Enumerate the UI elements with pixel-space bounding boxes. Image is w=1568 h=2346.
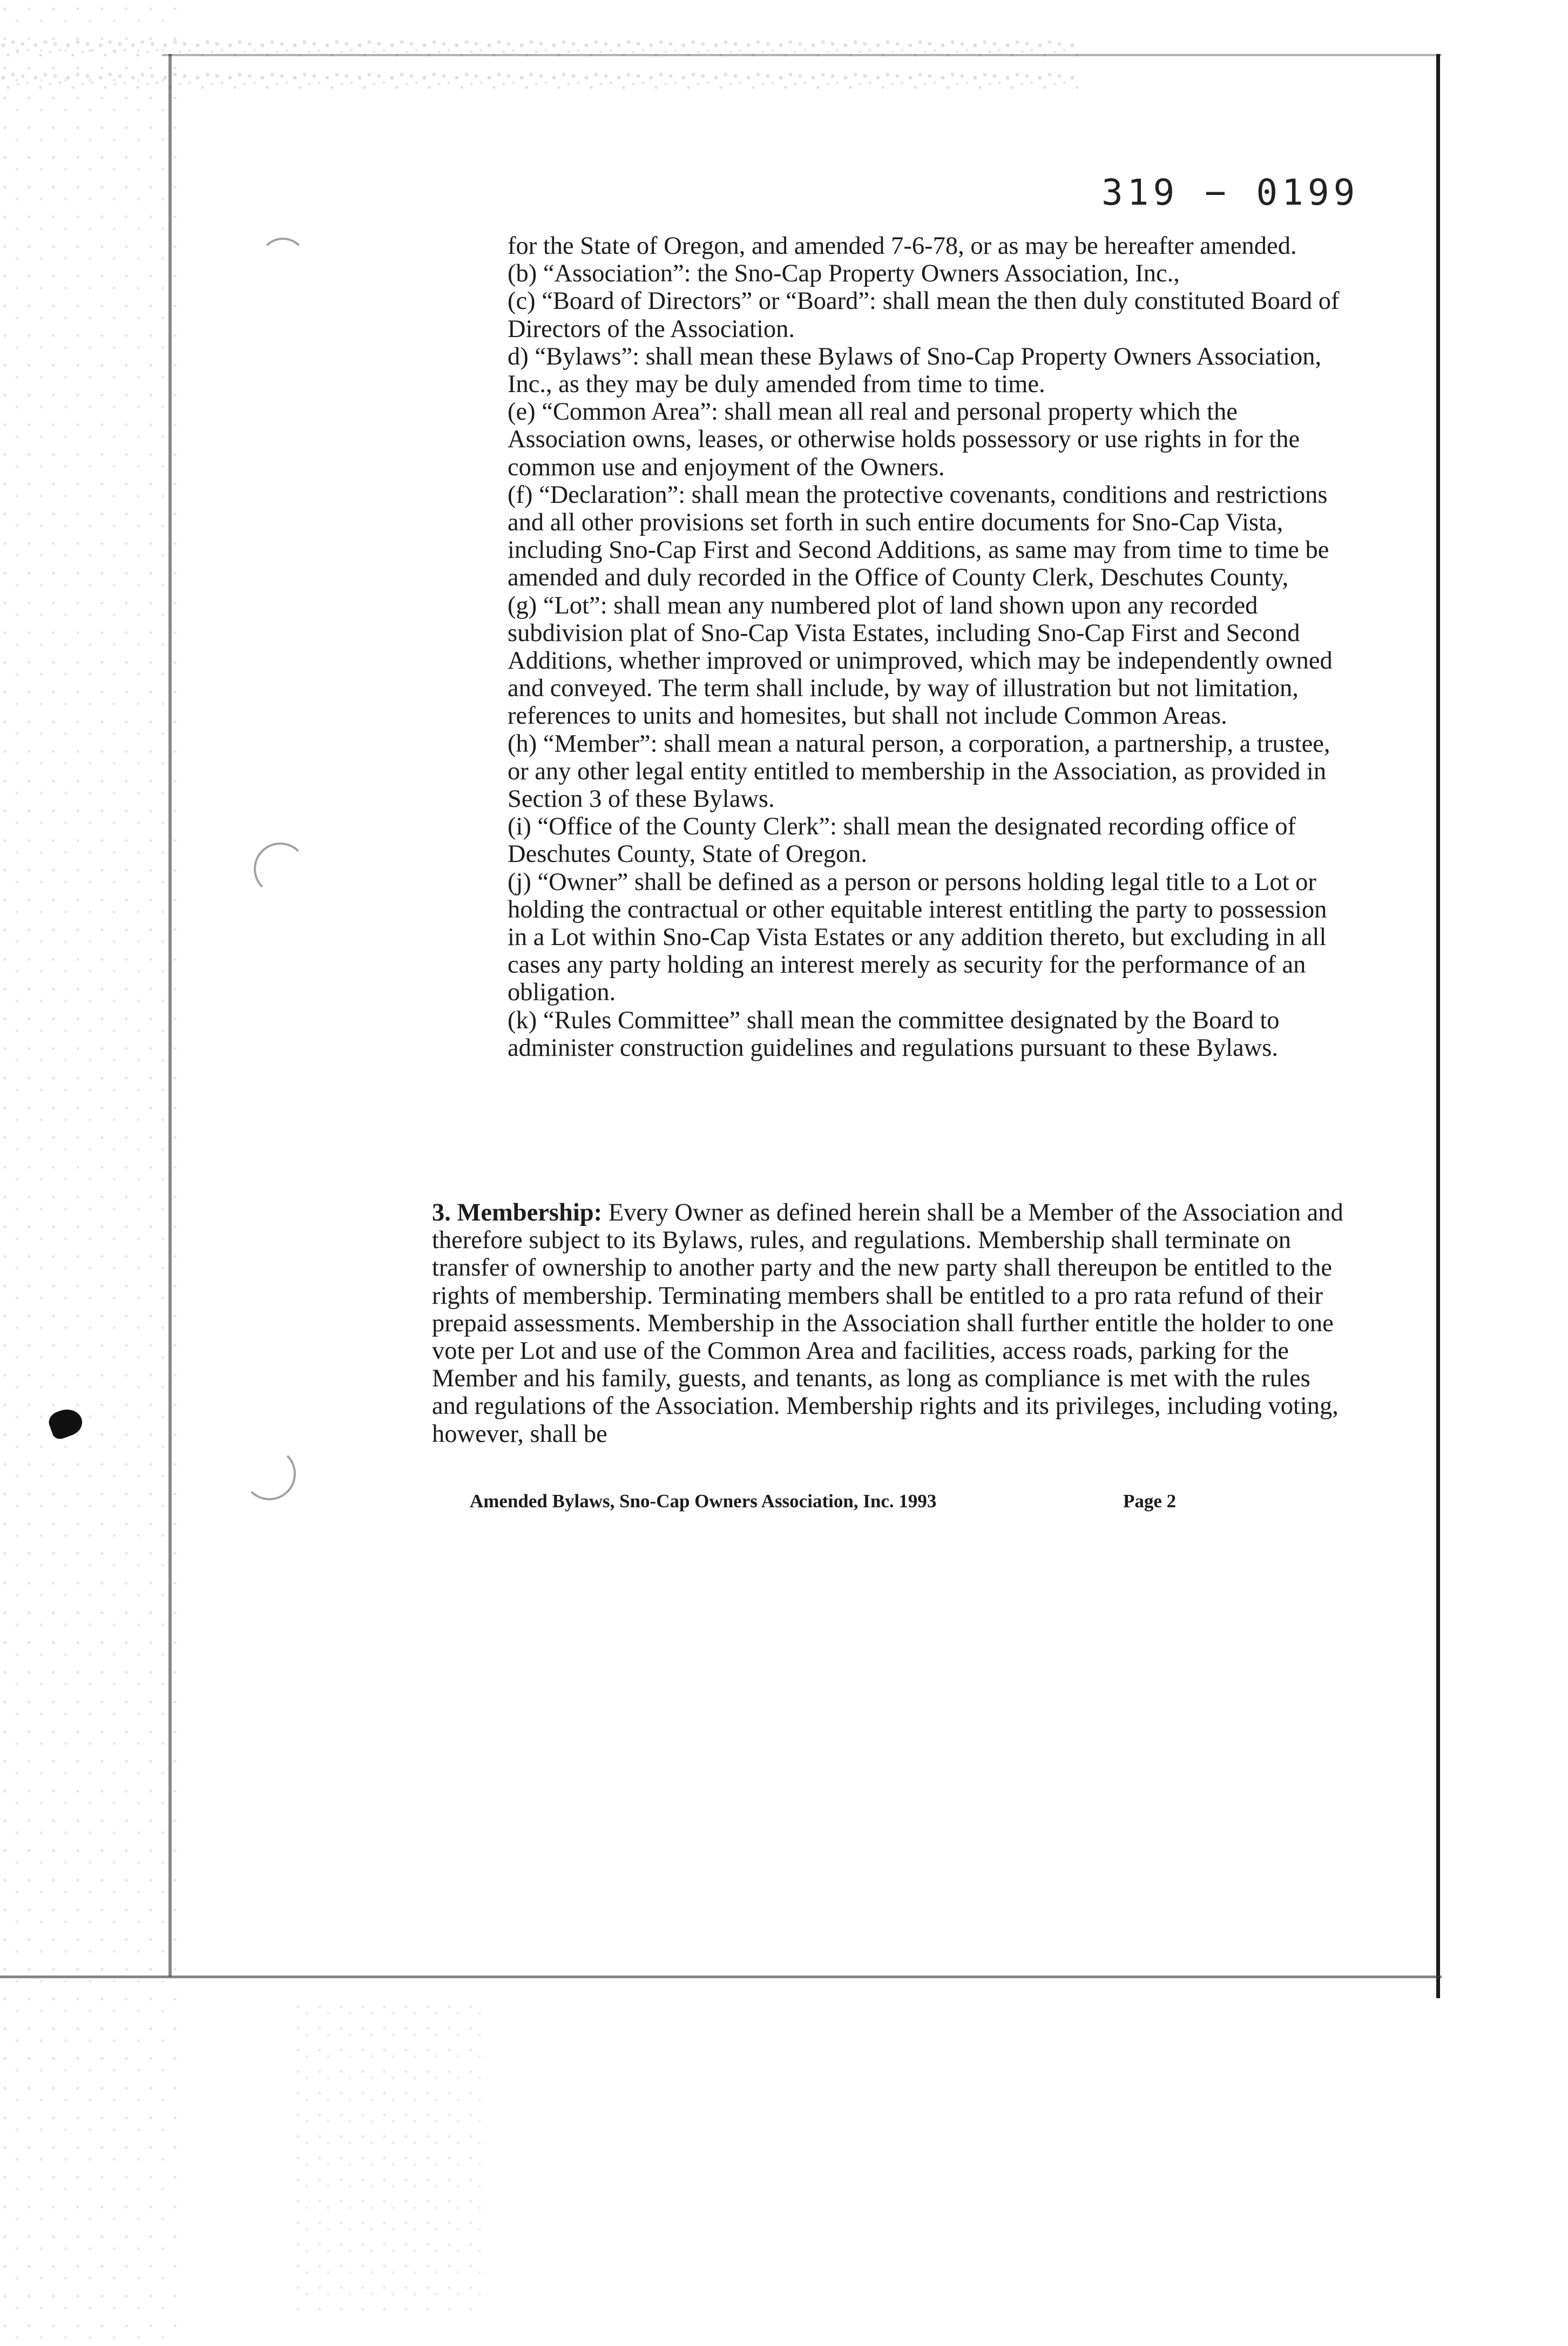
- page-number: Page 2: [1123, 1491, 1177, 1512]
- definition-item: (k) “Rules Committee” shall mean the committee designated by the Board to administer construction guidelines and regulations pursuant to these Bylaws.: [508, 1006, 1280, 1062]
- punch-hole-mark: [243, 1447, 296, 1500]
- page-footer: [470, 1491, 1280, 1512]
- scan-speckle-bottom: [292, 1998, 486, 2311]
- punch-hole-mark: [254, 842, 307, 895]
- definition-item: d) “Bylaws”: shall mean these Bylaws of Sno-Cap Property Owners Association, Inc., as they may be duly amended from time to time.: [508, 342, 1322, 399]
- page-edge-bottom: [0, 1976, 1442, 1978]
- scan-speckle-top: [0, 32, 1080, 103]
- definitions-list: [508, 232, 1350, 1062]
- definition-item: (j) “Owner” shall be defined as a person or persons holding legal title to a Lot or holding the contractual or other equitable interest entitling the party to possession in a Lot within Sno-Cap Vista Estates or any addition thereto, but excluding in all cases any party holding an interest merely as security for the performance of an obligation.: [508, 868, 1327, 1007]
- punch-hole-mark: [259, 238, 307, 285]
- membership-paragraph: [432, 1199, 1350, 1448]
- scan-speckle-left: [0, 0, 178, 2346]
- definition-item: (i) “Office of the County Clerk”: shall mean the designated recording office of Deschutes County, State of Oregon.: [508, 813, 1296, 868]
- page-edge-right: [1436, 54, 1440, 1998]
- definition-item: (g) “Lot”: shall mean any numbered plot of land shown upon any recorded subdivision plat of Sno-Cap Vista Estates, including Sno-Cap First and Second Additions, whether improved or unimproved, which may be independently owned and conveyed. The term shall include, by way of illustration but not limitation, references to units and homesites, but shall not include Common Areas.: [508, 591, 1333, 730]
- footer-title: Amended Bylaws, Sno-Cap Owners Association, Inc. 1993: [470, 1491, 937, 1512]
- definition-item: (b) “Association”: the Sno-Cap Property Owners Association, Inc.,: [508, 260, 1180, 288]
- definition-item: (c) “Board of Directors” or “Board”: shall mean the then duly constituted Board of Directors of the Association.: [508, 287, 1340, 343]
- section-membership: [432, 1199, 1350, 1448]
- definition-item: (f) “Declaration”: shall mean the protective covenants, conditions and restrictions and all other provisions set forth in such entire documents for Sno-Cap Vista, including Sno-Cap First and Second Additions, as same may from time to time be amended and duly recorded in the Office of County Clerk, Deschutes County,: [508, 481, 1329, 592]
- document-number: 319 − 0199: [1101, 172, 1360, 213]
- definition-item: for the State of Oregon, and amended 7-6-78, or as may be hereafter amended.: [508, 232, 1297, 260]
- section-heading: 3. Membership:: [432, 1199, 603, 1226]
- definition-item: (e) “Common Area”: shall mean all real and personal property which the Association owns, leases, or otherwise holds possessory or use rights in for the common use and enjoyment of the Owners.: [508, 398, 1300, 481]
- section-text: Every Owner as defined herein shall be a Member of the Association and therefore subject to its Bylaws, rules, and regulations. Membership shall terminate on transfer of ownership to another party and the new party shall thereupon be entitled to the rights of membership. Terminating members shall be entitled to a pro rata refund of their prepaid assessments. Membership in the Association shall further entitle the holder to one vote per Lot and use of the Common Area and facilities, access roads, parking for the Member and his family, guests, and tenants, as long as compliance is met with the rules and regulations of the Association. Membership rights and its privileges, including voting, however, shall be: [432, 1199, 1343, 1448]
- page-edge-top: [162, 54, 1442, 56]
- definition-item: (h) “Member”: shall mean a natural person, a corporation, a partnership, a trustee, or any other legal entity entitled to membership in the Association, as provided in Section 3 of these Bylaws.: [508, 730, 1330, 813]
- page-edge-left: [168, 54, 172, 1977]
